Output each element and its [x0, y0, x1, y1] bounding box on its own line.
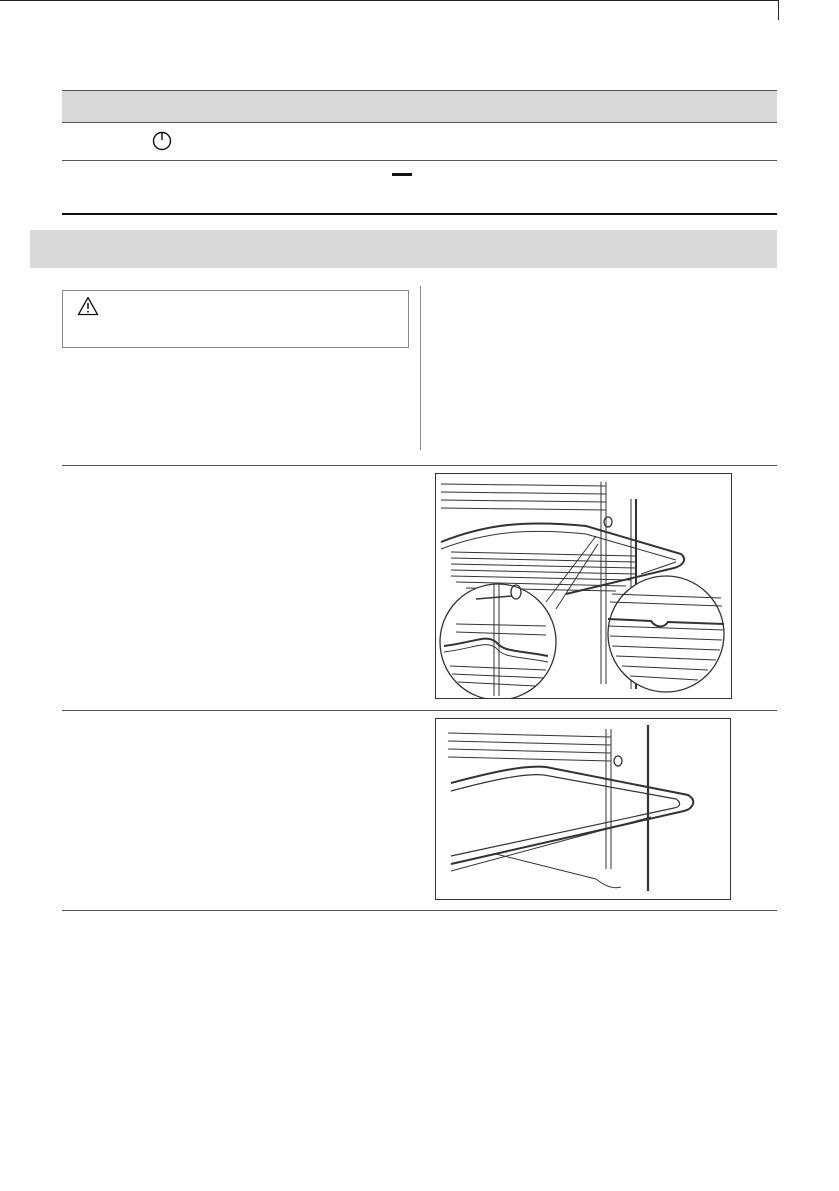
- step-divider: [62, 465, 777, 466]
- power-icon: [152, 131, 172, 151]
- warning-box: [62, 290, 409, 348]
- functions-table-row: [62, 161, 777, 215]
- column-divider: [420, 286, 421, 450]
- section-heading-bar: [30, 230, 777, 268]
- page-top-rule-end: [778, 0, 779, 20]
- dash-symbol-icon: [392, 173, 412, 176]
- step-divider: [62, 710, 777, 711]
- functions-table-header: [62, 90, 777, 123]
- oven-wire-shelf-insertion-illustration: [436, 474, 731, 698]
- oven-baking-tray-insertion-illustration: [436, 719, 730, 899]
- functions-table: [62, 90, 777, 215]
- wire-shelf-illustration: [435, 473, 732, 699]
- baking-tray-illustration: [435, 718, 731, 900]
- functions-table-row: [62, 123, 777, 161]
- warning-triangle-icon: [77, 296, 99, 316]
- step-divider: [62, 910, 777, 911]
- page-top-rule: [0, 0, 778, 1]
